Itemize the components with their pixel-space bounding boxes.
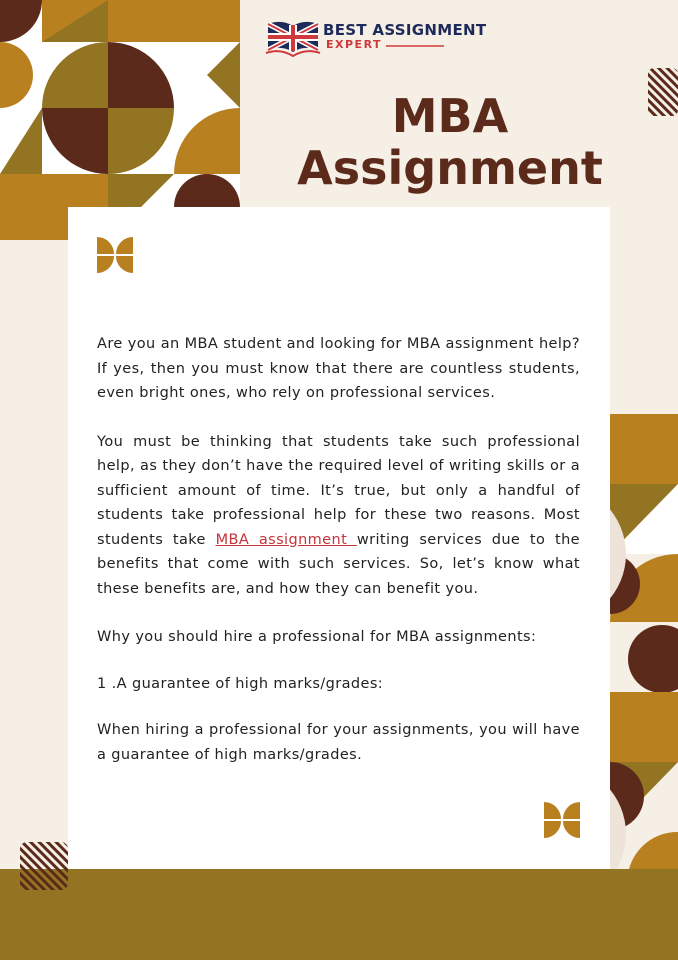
paragraph-reasons-end: writing services due to the benefits that come with such services. So, let’s know what these benefits are, and how they can benefit you. (97, 531, 580, 597)
decorative-pattern-right (610, 414, 678, 874)
brand-name-secondary: EXPERT (326, 38, 383, 51)
decorative-pattern-top-left (0, 0, 240, 240)
brand-underline (386, 43, 446, 49)
paragraph-reasons (97, 430, 580, 602)
page-title-line-2: Assignment (297, 141, 603, 195)
mba-assignment-link[interactable]: MBA assignment (215, 531, 357, 548)
section-heading-why-hire: Why you should hire a professional for MBA assignments: (97, 629, 537, 645)
list-item-guarantee: 1 .A guarantee of high marks/grades: (97, 675, 384, 692)
flower-motif-icon-bottom (544, 802, 580, 838)
uk-flag-book-logo-icon (264, 20, 322, 58)
article-body (97, 332, 580, 791)
flower-motif-icon-top (97, 237, 133, 273)
paragraph-reasons-start: You must be thinking that students take such professional help, as they don’t have the required level of writing skills or a sufficient amount of time. It’s true, but only a handful of students take professional help for these two reasons. Most students take (97, 433, 580, 548)
paragraph-guarantee: When hiring a professional for your assignments, you will have a guarantee of high marks/grades. (97, 722, 580, 763)
brand-name: BEST ASSIGNMENT (323, 21, 487, 39)
footer-band (0, 869, 678, 960)
page-title-line-1: MBA (391, 89, 509, 143)
hatched-square-bottom-left (20, 842, 68, 890)
paragraph-intro: Are you an MBA student and looking for MBA assignment help? If yes, then you must know that there are countless students, even bright ones, who rely on professional services. (97, 336, 580, 401)
